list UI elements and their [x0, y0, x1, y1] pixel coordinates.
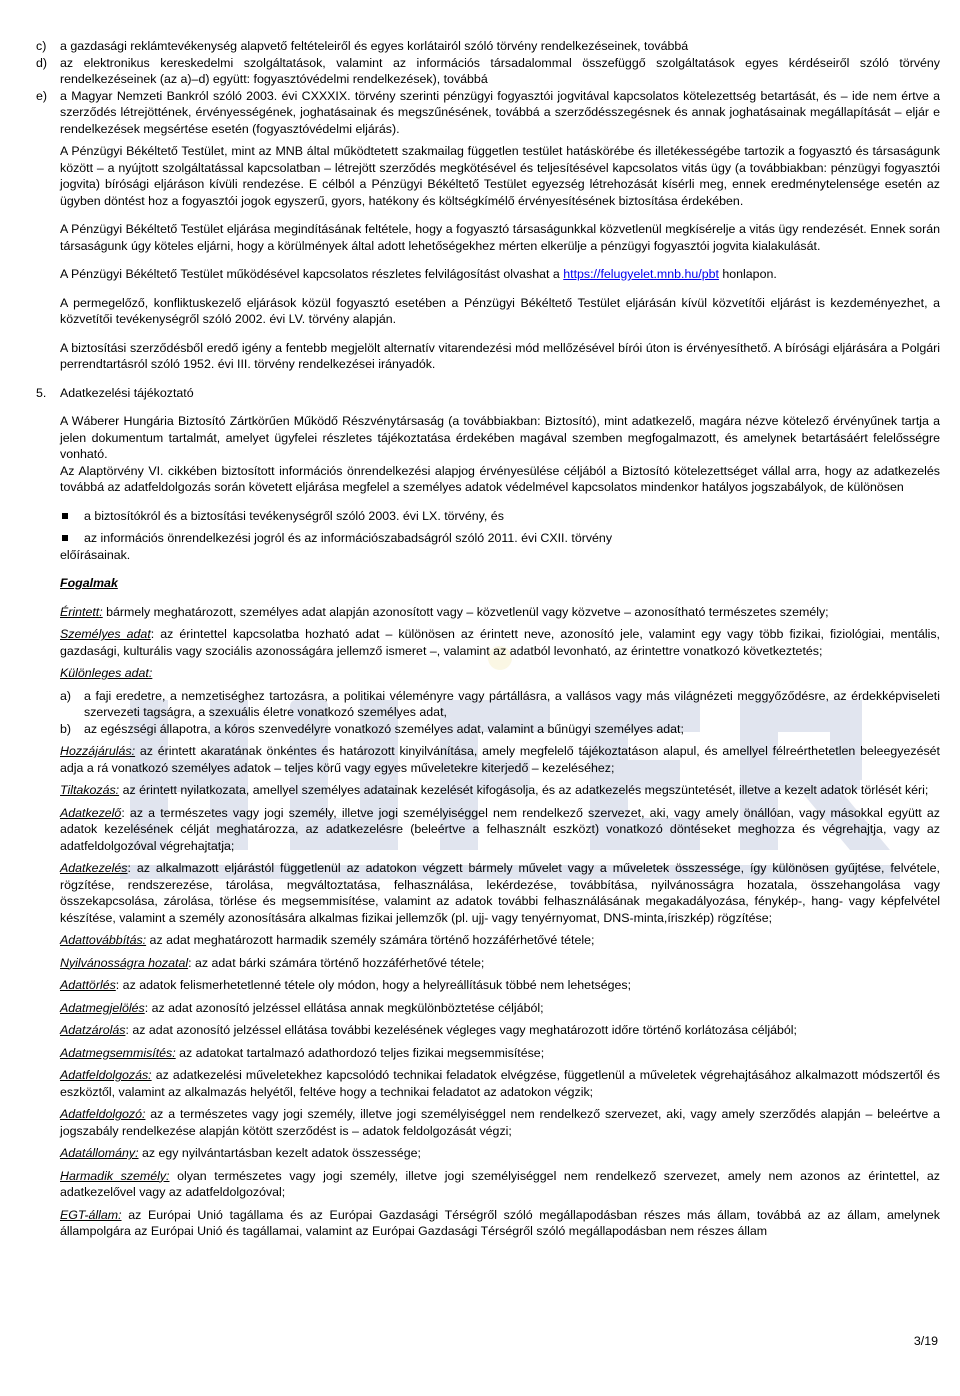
definition — [60, 604, 940, 621]
section-5-basic-law: Az Alaptörvény VI. cikkében biztosított információs önrendelkezési alapjog érvényesülése céljából a Biztosító kötelezettséget vállal arra, hogy az adatkezelés továbbá az adatfeldolgozás során követett eljárása megfelel a személyes adatok védelmével kapcsolatos mindenkor hatályos jogszabályok, de különösen — [60, 463, 940, 494]
list-item-label: e) — [36, 88, 48, 103]
definition-term: Hozzájárulás: — [60, 744, 136, 758]
definition-text: az adatkezelési műveletekhez kapcsolódó technikai feladatok elvégzése, függetlenül a műveletek végrehajtásához alkalmazott módszertől és eszköztől, valamint az alkalmazás helyétől, feltéve hogy a technikai feladatot az adatokon végzik; — [60, 1068, 940, 1099]
document-page — [36, 38, 940, 1246]
special-data-label: b) — [60, 721, 72, 736]
paragraph: A biztosítási szerződésből eredő igény a fentebb megjelölt alternatív vitarendezési mód mellőzésével bírói úton is érvényesíthető. A bírósági eljárására a Polgári perrendtartásról szóló 1952. évi III. törvény rendelkezései irányadók. — [60, 340, 940, 371]
definition — [60, 1145, 940, 1162]
special-data-text: az egészségi állapotra, a kóros szenvedélyre vonatkozó személyes adat, valamint a bűnügyi személyes adat; — [84, 721, 684, 736]
definition-term: Adatmegjelölés — [60, 1000, 145, 1015]
definition — [60, 782, 940, 799]
bullets-tail: előírásainak. — [60, 547, 131, 562]
pbt-info-tail: honlapon. — [718, 267, 777, 281]
definition — [60, 1067, 940, 1100]
definition-text: az egy nyilvántartásban kezelt adatok összessége; — [138, 1146, 421, 1160]
definition — [60, 1045, 940, 1062]
special-data-label: a) — [60, 688, 72, 703]
definition-term: Adatkezelés — [60, 861, 128, 875]
definition-text: olyan természetes vagy jogi személy, illetve jogi személyiséggel nem rendelkező szervezet, amely nem azonos az érintettel, az adatkezelővel vagy az adatfeldolgozóval; — [60, 1168, 940, 1199]
definition-text: : az alkalmazott eljárástól függetlenül az adatokon végzett bármely művelet vagy a műveletek összessége, így különösen gyűjtése, felvétele, rögzítése, rendszerezése, tárolása, megváltoztatása, felhasználása, lekérdezése, továbbítása, nyilvánosságra hozatala, összehangolása vagy összekapcsolása, zárolása, törlése és megsemmisítése, valamint az adatok további felhasználásának megakadályozása, fénykép-, hang- vagy képfelvétel készítése, valamint a személy azonosítására alkalmas fizikai jellemzők (pl. ujj- vagy tenyérnyomat, DNS-minta,íriszkép) rögzítése; — [60, 861, 940, 925]
special-data-list — [60, 688, 940, 744]
list-item-text: a gazdasági reklámtevékenység alapvető feltételeiről és egyes korlátairól szóló törvény rendelkezéseinek, továbbá — [60, 39, 689, 53]
definition-text: az a természetes vagy jogi személy, illetve jogi személyiséggel nem rendelkező szervezet, aki, vagy amely szerződés alapján – beleértve a jogszabály rendelkezése alapján kötött szerződést is – adatok feldolgozását végzi; — [60, 1107, 940, 1138]
definition — [60, 932, 940, 949]
definition-text: az érintett akaratának önkéntes és határozott kinyilvánítása, amely megfelelő tájékoztatáson alapul, és amellyel félreérthetetlen beleegyezését adja a rá vonatkozó személyes adatok – teljes körű vagy egyes műveletekre kiterjedő – kezeléséhez; — [60, 744, 940, 775]
definition-term: Adatfeldolgozás: — [60, 1068, 152, 1082]
legal-list — [36, 38, 940, 137]
definition — [60, 665, 940, 682]
definitions-list-2 — [60, 743, 940, 1246]
pbt-info-text: A Pénzügyi Békéltető Testület működésével kapcsolatos részletes felvilágosítást olvashat a — [60, 267, 564, 281]
definition-text: : az adat azonosító jelzéssel ellátása annak megkülönböztetése céljából; — [144, 1000, 544, 1015]
definition-term: Adatkezelő — [60, 805, 122, 820]
section-5-heading — [36, 385, 940, 402]
definition-term: Különleges adat: — [60, 666, 153, 680]
definition-text: az érintett nyilatkozata, amellyel személyes adatainak kezelését kifogásolja, és az adatkezelés megszüntetését, illetve a kezelt adatok törlését kéri; — [119, 783, 929, 797]
definition-text: : az adatok felismerhetetlenné tétele oly módon, hogy a helyreállításuk többé nem lehetséges; — [115, 978, 632, 992]
definition-term: Adattörlés — [60, 978, 116, 992]
definition-term: Adatfeldolgozó: — [60, 1107, 146, 1121]
paragraph: A permegelőző, konfliktuskezelő eljárások közül fogyasztó esetében a Pénzügyi Békéltető Testület eljárásán kívül közvetítői eljárást is kezdeményezhet, a közvetítői tevékenységről szóló 2002. évi LV. törvény alapján. — [60, 295, 940, 326]
section-number: 5. — [36, 385, 47, 400]
definition — [60, 805, 940, 855]
definition — [60, 1022, 940, 1039]
definition-term: Adattovábbítás: — [60, 933, 147, 947]
definition — [60, 1106, 940, 1139]
definition — [60, 1207, 940, 1240]
definition — [60, 1168, 940, 1201]
list-item-text: az elektronikus kereskedelmi szolgáltatások, valamint az információs társadalommal összefüggő szolgáltatások egyes kérdéseiről szóló törvény rendelkezéseinek (az a)–d) együtt: fogyasztóvédelmi rendelkezések), továbbá — [60, 55, 940, 86]
pbt-link[interactable]: https://felugyelet.mnb.hu/pbt — [563, 267, 719, 281]
list-item-label: d) — [36, 55, 48, 70]
definition-text: : az a természetes vagy jogi személy, illetve jogi személyiséggel nem rendelkező szervezet, aki, vagy amely önállóan, vagy másokkal együtt az adatok kezelésének célját meghatározza, az adatkezelésre (beleértve a felhasznált eszközt) vonatkozó döntéseket meghozza és végrehajtja, vagy az adatfeldolgozóval végrehajtatja; — [60, 805, 940, 853]
definition — [60, 743, 940, 776]
definition-text: az adatokat tartalmazó adathordozó teljes fizikai megsemmisítése; — [175, 1045, 545, 1060]
fogalmak-heading: Fogalmak — [60, 576, 118, 590]
definition-term: Adatmegsemmisítés: — [60, 1045, 176, 1060]
page-number: 3/19 — [913, 1334, 938, 1348]
definition-term: Adatállomány: — [60, 1146, 139, 1160]
bullet-item — [60, 530, 940, 547]
bullet-text: az információs önrendelkezési jogról és az információszabadságról szóló 2011. évi CXII. törvény — [84, 531, 613, 545]
definition — [60, 860, 940, 926]
section-5-intro: A Wáberer Hungária Biztosító Zártkörűen Működő Részvénytársaság (a továbbiakban: Biztosító), mint adatkezelő, magára nézve kötelező érvényűnek tartja a jelen dokumentum tartalmát, amelyet ügyfelei részletes tájékoztatása érdekében magával szemben megfogalmazott, és amelynek betartásáért felelősségre vonható. — [60, 414, 940, 461]
definition — [60, 626, 940, 659]
list-item-label: c) — [36, 39, 47, 53]
definition-term: Harmadik személy: — [60, 1168, 170, 1183]
definition-text: bármely meghatározott, személyes adat alapján azonosított vagy – közvetlenül vagy közvetve – azonosítható természetes személy; — [102, 604, 829, 619]
definition — [60, 1000, 940, 1017]
special-data-text: a faji eredetre, a nemzetiséghez tartozásra, a politikai véleményre vagy pártállásra, a vallásos vagy más világnézeti meggyőződésre, az érdekképviseleti szervezeti tagságra, a szexuális életre vonatkozó személyes adat, — [84, 688, 940, 719]
definition-term: Adatzárolás — [60, 1023, 126, 1037]
square-bullet-icon — [60, 508, 84, 525]
definition-text: : az adat bárki számára történő hozzáférhetővé tétele; — [188, 955, 485, 970]
paragraph: A Pénzügyi Békéltető Testület eljárása megindításának feltétele, hogy a fogyasztó társaságunkkal közvetlenül megkísérelje a vitás ügy rendezését. Ennek során társaságunk úgy köteles eljárni, hogy a körülmények által adott lehetőségekhez mérten elkerülje a pénzügyi fogyasztói jogvita kialakulását. — [60, 222, 940, 253]
bullet-item — [60, 508, 940, 525]
definition-term: Tiltakozás: — [60, 783, 120, 797]
definition-text: az Európai Unió tagállama és az Európai Gazdasági Térségről szóló megállapodásban részes más állam, továbbá az az állam, amelynek állampolgára az Európai Unió és tagállamai, valamint az Európai Gazdasági Térségről szóló megállapodásban nem részes állam — [60, 1207, 940, 1238]
definition — [60, 955, 940, 972]
list-item — [36, 38, 940, 55]
section-title: Adatkezelési tájékoztató — [60, 385, 194, 400]
definition — [60, 977, 940, 994]
definition-text: az adat meghatározott harmadik személy számára történő hozzáférhetővé tétele; — [146, 933, 595, 947]
special-data-item — [60, 688, 940, 721]
bullet-text: a biztosítókról és a biztosítási tevékenységről szóló 2003. évi LX. törvény, és — [84, 508, 504, 523]
list-item — [36, 88, 940, 138]
definition-term: Érintett: — [60, 604, 103, 619]
law-bullet-list — [60, 508, 940, 547]
mediation-paragraphs — [60, 295, 940, 385]
list-item-text: a Magyar Nemzeti Bankról szóló 2003. évi CXXXIX. törvény szerinti pénzügyi fogyasztói jogvitával kapcsolatos kötelezettség betartását, és – ide nem értve a szerződés létrejöttének, érvényességének, joghatásainak és megszűnésének, továbbá a szerződésszegésnek és annak joghatásainak megállapítását – eljár e rendelkezések megsértése esetén (fogyasztóvédelmi eljárás). — [60, 88, 940, 136]
special-data-item — [60, 721, 940, 738]
definition-text: : az adat azonosító jelzéssel ellátása további kezelésének végleges vagy meghatározott időre történő korlátozása céljából; — [125, 1023, 798, 1037]
definition-term: EGT-állam: — [60, 1207, 122, 1222]
definitions-list-1 — [60, 604, 940, 688]
list-item — [36, 55, 940, 88]
definition-term: Nyilvánosságra hozatal — [60, 955, 189, 970]
paragraph: A Pénzügyi Békéltető Testület, mint az MNB által működtetett szakmailag független testület hatáskörébe és illetékességébe tartozik a fogyasztó és társaságunk között – a nyújtott szolgáltatással kapcsolatban – létrejött szerződés megkötésével és teljesítésével kapcsolatos vitás ügy (a továbbiakban: pénzügyi fogyasztói jogvita) bírósági eljáráson kívüli rendezése. E célból a Pénzügyi Békéltető Testület egyezség létrehozását kísérli meg, ennek eredménytelensége esetén az ügyben döntést hoz a fogyasztói jogok egyszerű, gyors, hatékony és költségkímélő érvényesítésének biztosítása érdekében. — [60, 144, 940, 208]
pbt-info-paragraph — [60, 266, 940, 283]
definition-text: : az érintettel kapcsolatba hozható adat – különösen az érintett neve, azonosító jele, valamint egy vagy több fizikai, fiziológiai, mentális, gazdasági, kulturális vagy szociális azonosságára jellemző ismeret –, valamint az adatból levonható, az érintettre vonatkozó következtetés; — [60, 627, 940, 658]
definition-term: Személyes adat — [60, 627, 151, 641]
square-bullet-icon — [60, 530, 84, 547]
board-paragraphs — [60, 143, 940, 266]
